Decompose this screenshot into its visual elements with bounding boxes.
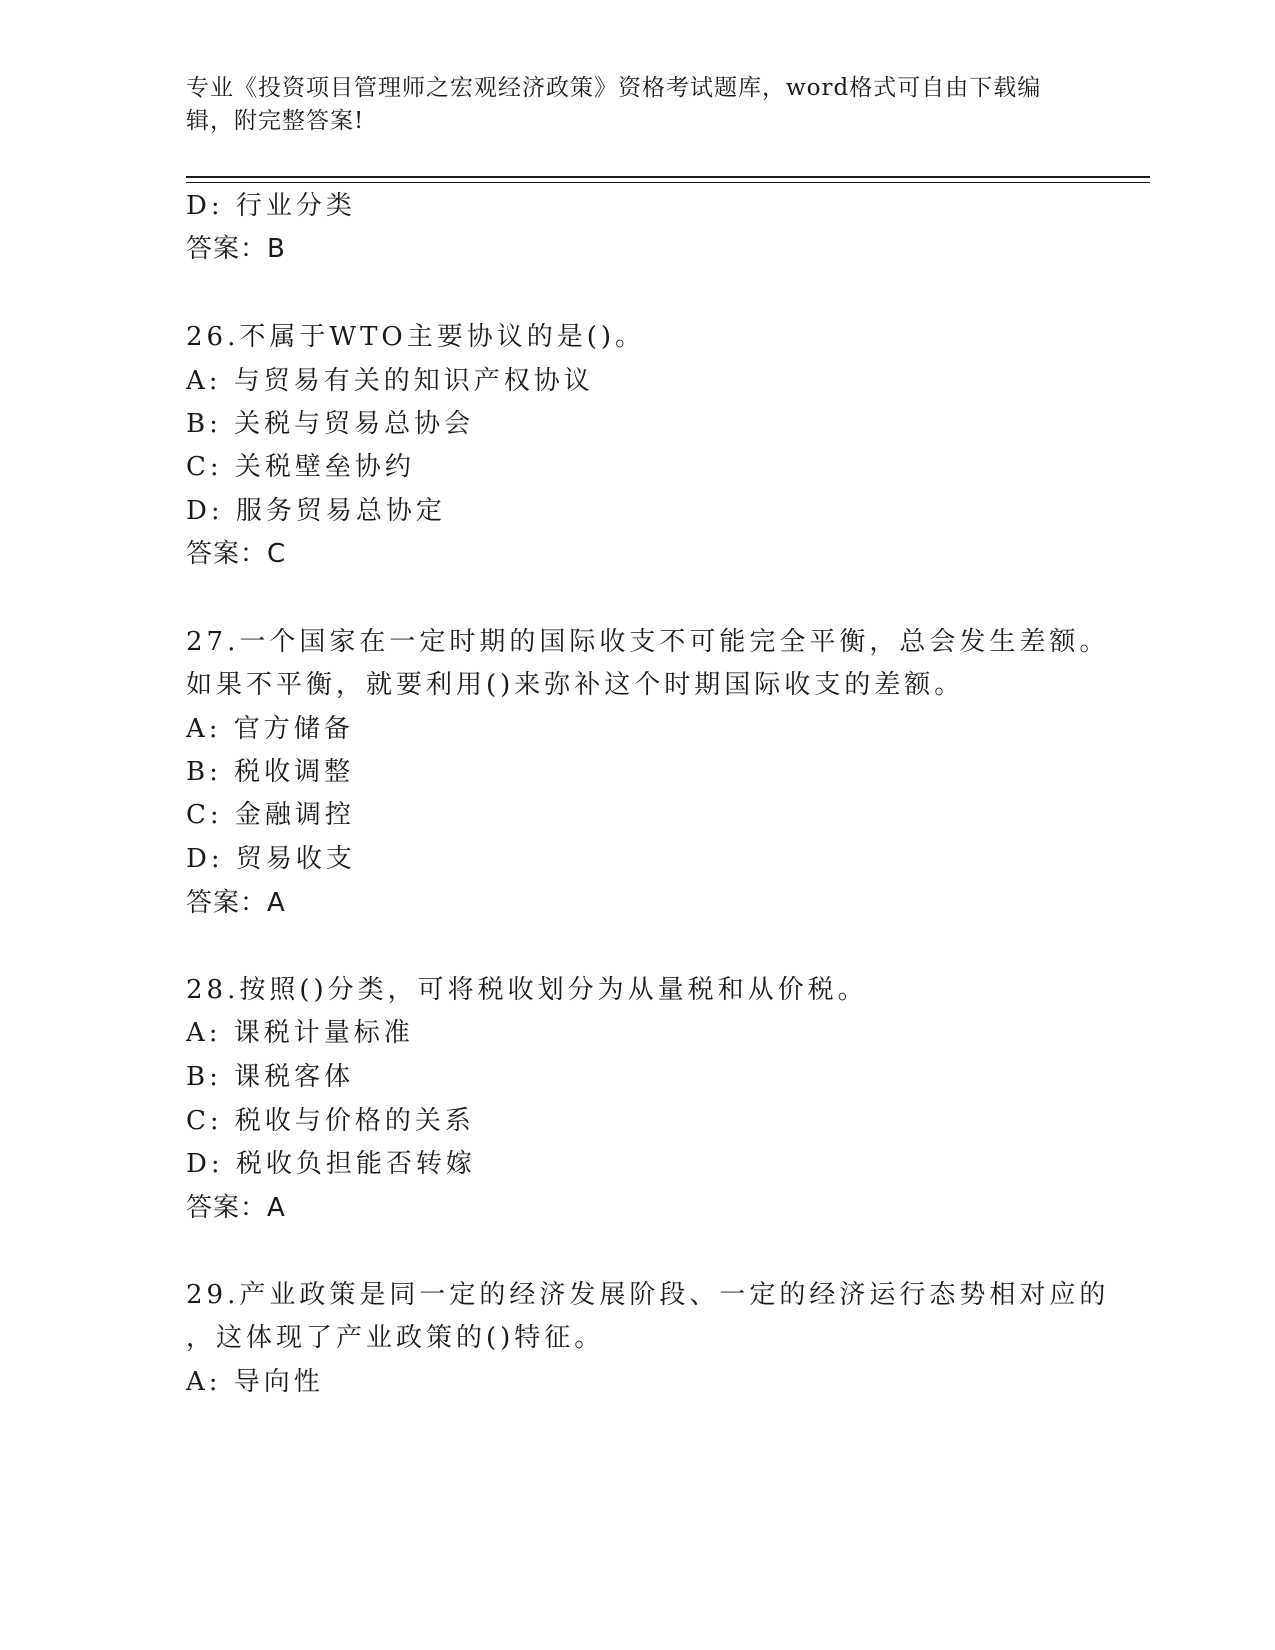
prev-option-d: D: 行业分类 (186, 191, 356, 221)
q27-option-d: D: 贸易收支 (186, 844, 356, 874)
q27-option-a: A: 官方储备 (186, 714, 354, 744)
header-rule-thick (186, 176, 1150, 178)
prev-answer: 答案：B (186, 234, 286, 264)
q26-option-b: B: 关税与贸易总协会 (186, 409, 475, 439)
header-line-1: 专业《投资项目管理师之宏观经济政策》资格考试题库，word格式可自由下载编 (186, 75, 1042, 101)
document-header (186, 72, 1086, 138)
q28-option-d: D: 税收负担能否转嫁 (186, 1149, 476, 1179)
q28-option-b: B: 课税客体 (186, 1062, 355, 1092)
q27-stem-line-2: 如果不平衡，就要利用()来弥补这个时期国际收支的差额。 (186, 670, 965, 700)
q27-option-c: C: 金融调控 (186, 800, 355, 830)
header-rule-thin (186, 182, 1150, 183)
q28-answer: 答案：A (186, 1193, 286, 1223)
q27-stem-line-1: 27.一个国家在一定时期的国际收支不可能完全平衡，总会发生差额。 (186, 627, 1110, 657)
q26-option-a: A: 与贸易有关的知识产权协议 (186, 366, 594, 396)
header-line-2: 辑，附完整答案! (186, 108, 365, 134)
q26-option-c: C: 关税壁垒协约 (186, 452, 415, 482)
q26-stem: 26.不属于WTO主要协议的是()。 (186, 322, 646, 352)
q27-option-b: B: 税收调整 (186, 757, 355, 787)
q26-option-d: D: 服务贸易总协定 (186, 496, 446, 526)
q27-answer: 答案：A (186, 888, 286, 918)
q28-option-a: A: 课税计量标准 (186, 1018, 414, 1048)
q29-stem-line-2: ，这体现了产业政策的()特征。 (186, 1323, 605, 1353)
q28-option-c: C: 税收与价格的关系 (186, 1106, 475, 1136)
q29-stem-line-1: 29.产业政策是同一定的经济发展阶段、一定的经济运行态势相对应的 (186, 1280, 1110, 1310)
q26-answer: 答案：C (186, 539, 287, 569)
q29-option-a: A: 导向性 (186, 1367, 324, 1397)
q28-stem: 28.按照()分类，可将税收划分为从量税和从价税。 (186, 975, 868, 1005)
